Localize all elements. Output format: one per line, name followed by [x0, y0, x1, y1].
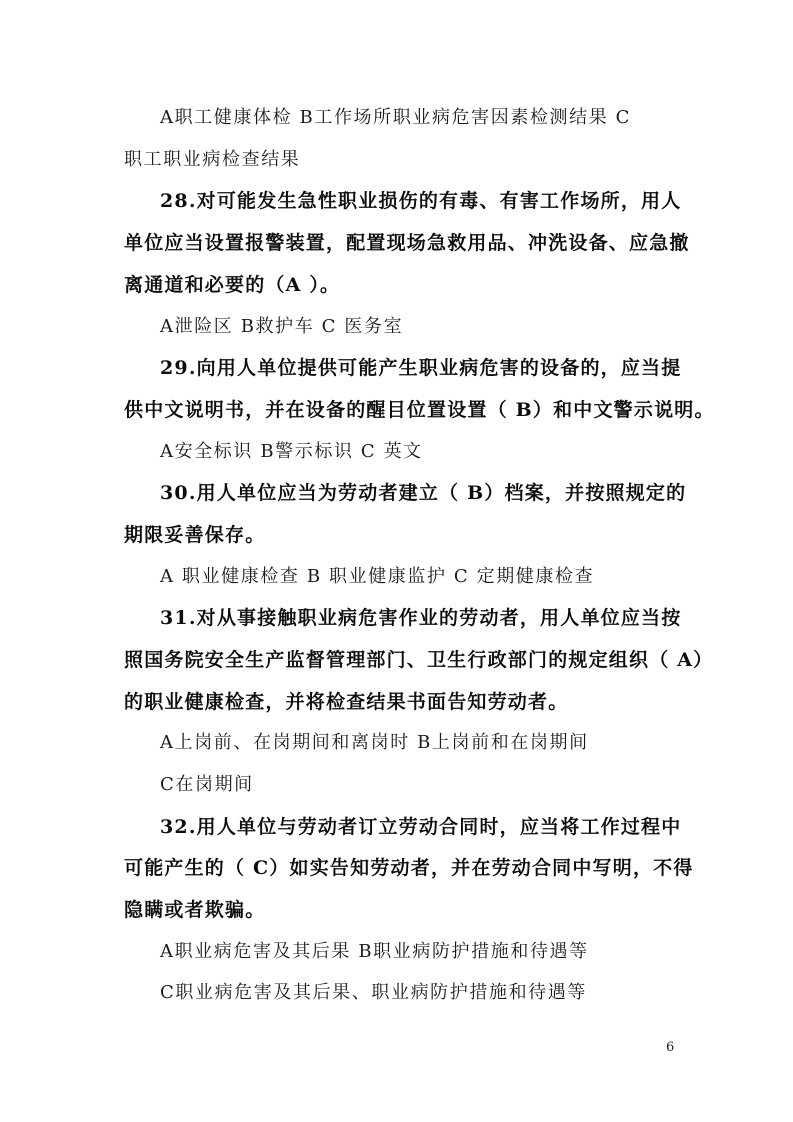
q29-options: A安全标识 B警示标识 C 英文 — [160, 441, 423, 462]
question-31-line-1: 31.对从事接触职业病危害作业的劳动者，用人单位应当按 — [160, 607, 682, 629]
q30-options: A 职业健康检查 B 职业健康监护 C 定期健康检查 — [160, 566, 595, 587]
question-32-line-2: 可能产生的（ C）如实告知劳动者，并在劳动合同中写明，不得 — [124, 857, 694, 879]
question-32-line-3: 隐瞒或者欺骗。 — [124, 899, 266, 921]
question-32-line-1: 32.用人单位与劳动者订立劳动合同时，应当将工作过程中 — [160, 816, 682, 838]
question-29-line-2: 供中文说明书，并在设备的醒目位置设置（ B）和中文警示说明。 — [124, 399, 715, 421]
q27-options-line-1: A职工健康体检 B工作场所职业病危害因素检测结果 C — [160, 107, 632, 128]
question-31-line-3: 的职业健康检查，并将检查结果书面告知劳动者。 — [124, 691, 569, 713]
q31-options-line-2: C在岗期间 — [160, 774, 254, 795]
question-28-line-1: 28.对可能发生急性职业损伤的有毒、有害工作场所，用人 — [160, 190, 682, 212]
question-28-line-3: 离通道和必要的（A ）。 — [124, 274, 341, 296]
page-number: 6 — [666, 1040, 675, 1055]
q27-options-line-2: 职工职业病检查结果 — [124, 149, 301, 170]
question-30-line-1: 30.用人单位应当为劳动者建立（ B）档案，并按照规定的 — [160, 482, 687, 504]
q31-options-line-1: A上岗前、在岗期间和离岗时 B上岗前和在岗期间 — [160, 732, 589, 753]
question-29-line-1: 29.向用人单位提供可能产生职业病危害的设备的，应当提 — [160, 357, 682, 379]
q28-options: A泄险区 B救护车 C 医务室 — [160, 316, 404, 337]
q32-options-line-1: A职业病危害及其后果 B职业病防护措施和待遇等 — [160, 941, 589, 962]
question-31-line-2: 照国务院安全生产监督管理部门、卫生行政部门的规定组织（ A） — [124, 649, 714, 671]
question-30-line-2: 期限妥善保存。 — [124, 524, 266, 546]
q32-options-line-2: C职业病危害及其后果、职业病防护措施和待遇等 — [160, 982, 587, 1003]
question-28-line-2: 单位应当设置报警装置，配置现场急救用品、冲洗设备、应急撤 — [124, 232, 690, 254]
